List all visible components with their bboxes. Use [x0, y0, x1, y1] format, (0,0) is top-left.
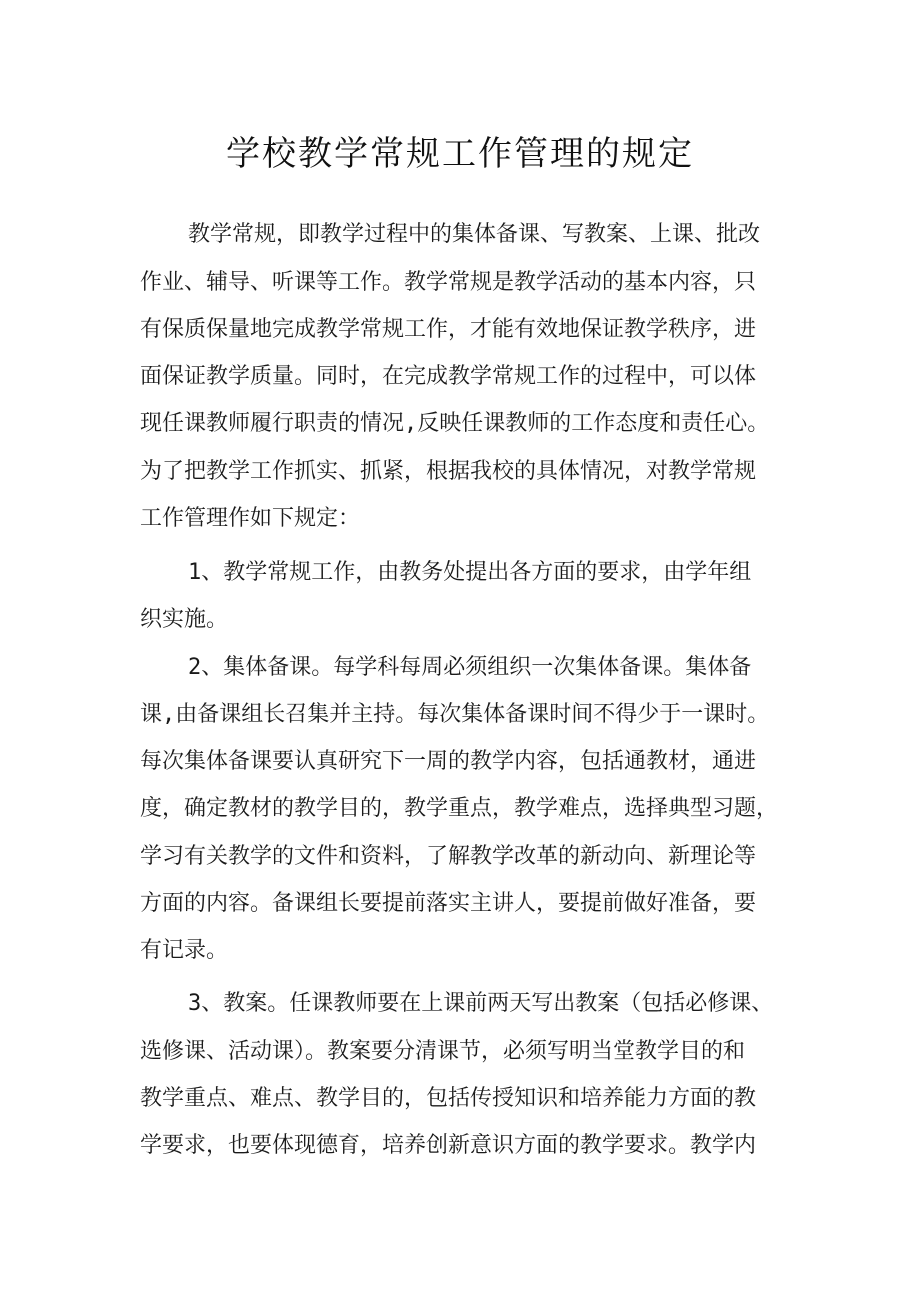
body-line: 3、教案。任课教师要在上课前两天写出教案（包括必修课、: [188, 991, 774, 1016]
body-line: 工作管理作如下规定：: [140, 506, 361, 531]
document-title: 学校教学常规工作管理的规定: [226, 134, 694, 174]
body-line: 有保质保量地完成教学常规工作，才能有效地保证教学秩序，进: [140, 317, 757, 342]
body-line: 方面的内容。备课组长要提前落实主讲人，要提前做好准备，要: [140, 891, 757, 916]
body-line: 选修课、活动课）。教案要分清课节，必须写明当堂教学目的和: [140, 1039, 746, 1064]
body-line: 教学常规，即教学过程中的集体备课、写教案、上课、批改: [188, 222, 761, 247]
body-line: 课,由备课组长召集并主持。每次集体备课时间不得少于一课时。: [140, 702, 770, 727]
body-line: 现任课教师履行职责的情况,反映任课教师的工作态度和责任心。: [140, 411, 770, 436]
body-line: 教学重点、难点、教学目的，包括传授知识和培养能力方面的教: [140, 1086, 757, 1111]
body-line: 面保证教学质量。同时，在完成教学常规工作的过程中，可以体: [140, 364, 757, 389]
body-line: 2、集体备课。每学科每周必须组织一次集体备课。集体备: [188, 655, 752, 680]
body-line: 度，确定教材的教学目的，教学重点，教学难点，选择典型习题，: [140, 796, 779, 821]
body-line: 织实施。: [140, 607, 229, 632]
body-line: 为了把教学工作抓实、抓紧，根据我校的具体情况，对教学常规: [140, 459, 757, 484]
body-line: 学习有关教学的文件和资料，了解教学改革的新动向、新理论等: [140, 844, 757, 869]
body-line: 有记录。: [140, 938, 229, 963]
body-line: 1、教学常规工作，由教务处提出各方面的要求，由学年组: [188, 560, 752, 585]
body-line: 作业、辅导、听课等工作。教学常规是教学活动的基本内容，只: [140, 270, 757, 295]
body-line: 每次集体备课要认真研究下一周的教学内容，包括通教材，通进: [140, 749, 757, 774]
body-line: 学要求，也要体现德育，培养创新意识方面的教学要求。教学内: [140, 1133, 757, 1158]
